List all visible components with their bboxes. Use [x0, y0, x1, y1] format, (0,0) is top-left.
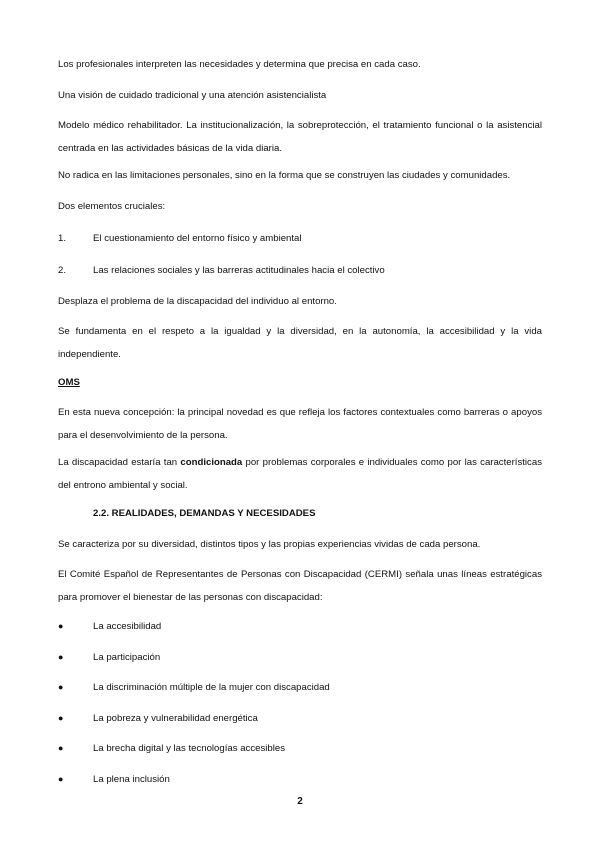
- bullet-marker: ●: [58, 774, 64, 784]
- paragraph-shift-problem: Desplaza el problema de la discapacidad del individuo al entorno.: [58, 296, 337, 307]
- paragraph-crucial-elements: Dos elementos cruciales:: [58, 201, 166, 212]
- bullet-marker: ●: [58, 621, 64, 631]
- bullet-marker: ●: [58, 682, 64, 692]
- paragraph-limitations: No radica en las limitaciones personales, sino en la forma que se construyen las ciudades y comunidades.: [58, 170, 511, 181]
- page-number: 2: [297, 796, 303, 807]
- bullet-item-participation: La participación: [93, 652, 161, 663]
- paragraph-conditioned: [58, 451, 542, 497]
- paragraph-conditioned-end: por problemas corporales e individuales como por las características del entrono ambiental y social.: [58, 457, 542, 491]
- numbered-item-2: Las relaciones sociales y las barreras actitudinales hacia el colectivo: [93, 265, 385, 276]
- paragraph-conditioned-start: La discapacidad estaría tan: [58, 457, 181, 468]
- section-title: 2.2. REALIDADES, DEMANDAS Y NECESIDADES: [93, 508, 316, 519]
- bullet-item-digital-gap: La brecha digital y las tecnologías accesibles: [93, 743, 285, 754]
- numbered-marker-2: 2.: [58, 265, 67, 276]
- heading-oms: OMS: [58, 377, 80, 388]
- paragraph-medical-model: Modelo médico rehabilitador. La institucionalización, la sobreprotección, el tratamiento funcional o la asistencial centrada en las actividades básicas de la vida diaria.: [58, 120, 542, 154]
- paragraph-traditional-care: Una visión de cuidado tradicional y una atención asistencialista: [58, 90, 327, 101]
- paragraph-professionals: Los profesionales interpreten las necesidades y determina que precisa en cada caso.: [58, 59, 421, 70]
- numbered-item-1: El cuestionamiento del entorno físico y ambiental: [93, 233, 302, 244]
- paragraph-diversity: Se caracteriza por su diversidad, distintos tipos y las propias experiencias vividas de cada persona.: [58, 539, 481, 550]
- bullet-marker: ●: [58, 652, 64, 662]
- bold-term-condicionada: condicionada: [180, 457, 243, 468]
- bullet-item-poverty: La pobreza y vulnerabilidad energética: [93, 713, 258, 724]
- bullet-item-discrimination: La discriminación múltiple de la mujer con discapacidad: [93, 682, 330, 693]
- bullet-item-inclusion: La plena inclusión: [93, 774, 170, 785]
- paragraph-cermi: El Comité Español de Representantes de Personas con Discapacidad (CERMI) señala unas líneas estratégicas para promover el bienestar de las personas con discapacidad:: [58, 569, 542, 603]
- bullet-marker: ●: [58, 743, 64, 753]
- bullet-marker: ●: [58, 713, 64, 723]
- paragraph-foundation: Se fundamenta en el respeto a la igualdad y la diversidad, en la autonomía, la accesibilidad y la vida independiente.: [58, 326, 542, 360]
- numbered-marker-1: 1.: [58, 233, 67, 244]
- paragraph-new-conception: En esta nueva concepción: la principal novedad es que refleja los factores contextuales como barreras o apoyos para el desenvolvimiento de la persona.: [58, 407, 542, 441]
- bullet-item-accessibility: La accesibilidad: [93, 621, 162, 632]
